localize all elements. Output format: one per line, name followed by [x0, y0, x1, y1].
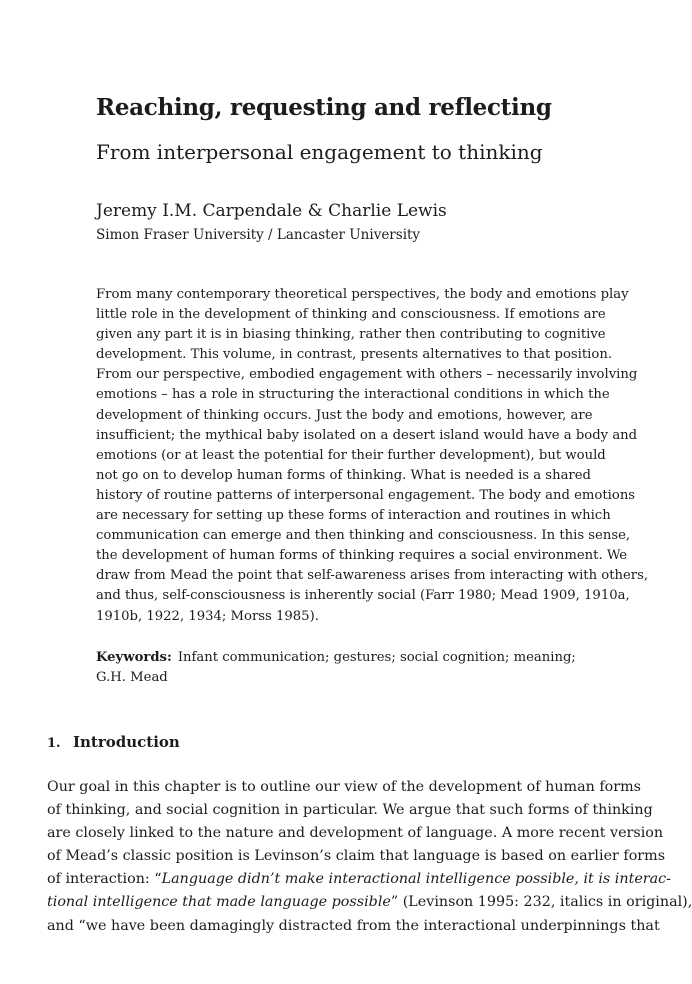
authors: Jeremy I.M. Carpendale & Charlie Lewis [96, 201, 447, 221]
body-line [47, 868, 671, 891]
body-line: of thinking, and social cognition in particular. We argue that such forms of thinking [47, 802, 653, 819]
quote-italic: Language didn’t make interactional intelligence possible, it is interac- [161, 871, 671, 888]
intro-paragraph [47, 776, 692, 938]
quote-lead: of interaction: “ [47, 871, 162, 888]
abstract-line: insufficient; the mythical baby isolated on a desert island would have a body and [96, 427, 638, 443]
abstract-line: From our perspective, embodied engagement with others – necessarily involving [96, 367, 638, 383]
abstract-line: not go on to develop human forms of thinking. What is needed is a shared [96, 467, 591, 483]
paper-title: Reaching, requesting and reflecting [96, 94, 552, 121]
abstract-line: 1910b, 1922, 1934; Morss 1985). [96, 608, 319, 624]
abstract-line: are necessary for setting up these forms of interaction and routines in which [96, 508, 611, 524]
abstract [96, 285, 649, 627]
abstract-line: given any part it is in biasing thinking, rather then contributing to cognitive [96, 327, 606, 343]
section-heading [47, 733, 180, 751]
abstract-line: little role in the development of thinking and consciousness. If emotions are [96, 307, 606, 323]
body-line: and “we have been damagingly distracted from the interactional underpinnings that [47, 917, 660, 934]
abstract-line: emotions (or at least the potential for their further development), but would [96, 447, 606, 463]
body-line: Our goal in this chapter is to outline our view of the development of human forms [47, 779, 641, 795]
keywords-label: Keywords: [96, 650, 172, 665]
body-line: of Mead’s classic position is Levinson’s claim that language is based on earlier forms [47, 848, 666, 865]
abstract-line: history of routine patterns of interpersonal engagement. The body and emotions [96, 487, 636, 503]
abstract-line: development. This volume, in contrast, presents alternatives to that position. [96, 347, 613, 363]
section-title: Introduction [73, 733, 180, 751]
body-line: are closely linked to the nature and development of language. A more recent version [47, 825, 664, 842]
abstract-line: development of thinking occurs. Just the body and emotions, however, are [96, 407, 593, 423]
abstract-line: draw from Mead the point that self-awareness arises from interacting with others, [96, 568, 649, 584]
keywords-list: Infant communication; gestures; social cognition; meaning; [177, 650, 576, 665]
quote-italic: tional intelligence that made language possible [47, 894, 391, 911]
keywords-line-2: G.H. Mead [96, 670, 168, 685]
abstract-line: the development of human forms of thinking requires a social environment. We [96, 548, 628, 564]
abstract-line: From many contemporary theoretical perspectives, the body and emotions play [96, 287, 629, 302]
abstract-line: communication can emerge and then thinking and consciousness. In this sense, [96, 528, 631, 544]
section-number: 1. [47, 736, 61, 751]
keywords-line [96, 648, 616, 668]
abstract-line: and thus, self-consciousness is inherently social (Farr 1980; Mead 1909, 1910a, [96, 588, 630, 604]
affiliation: Simon Fraser University / Lancaster University [96, 227, 421, 243]
body-line [47, 891, 692, 914]
paper-subtitle: From interpersonal engagement to thinking [96, 140, 543, 164]
keywords [96, 648, 616, 688]
citation: ” (Levinson 1995: 232, italics in original), [390, 894, 692, 911]
abstract-line: emotions – has a role in structuring the interactional conditions in which the [96, 387, 610, 403]
